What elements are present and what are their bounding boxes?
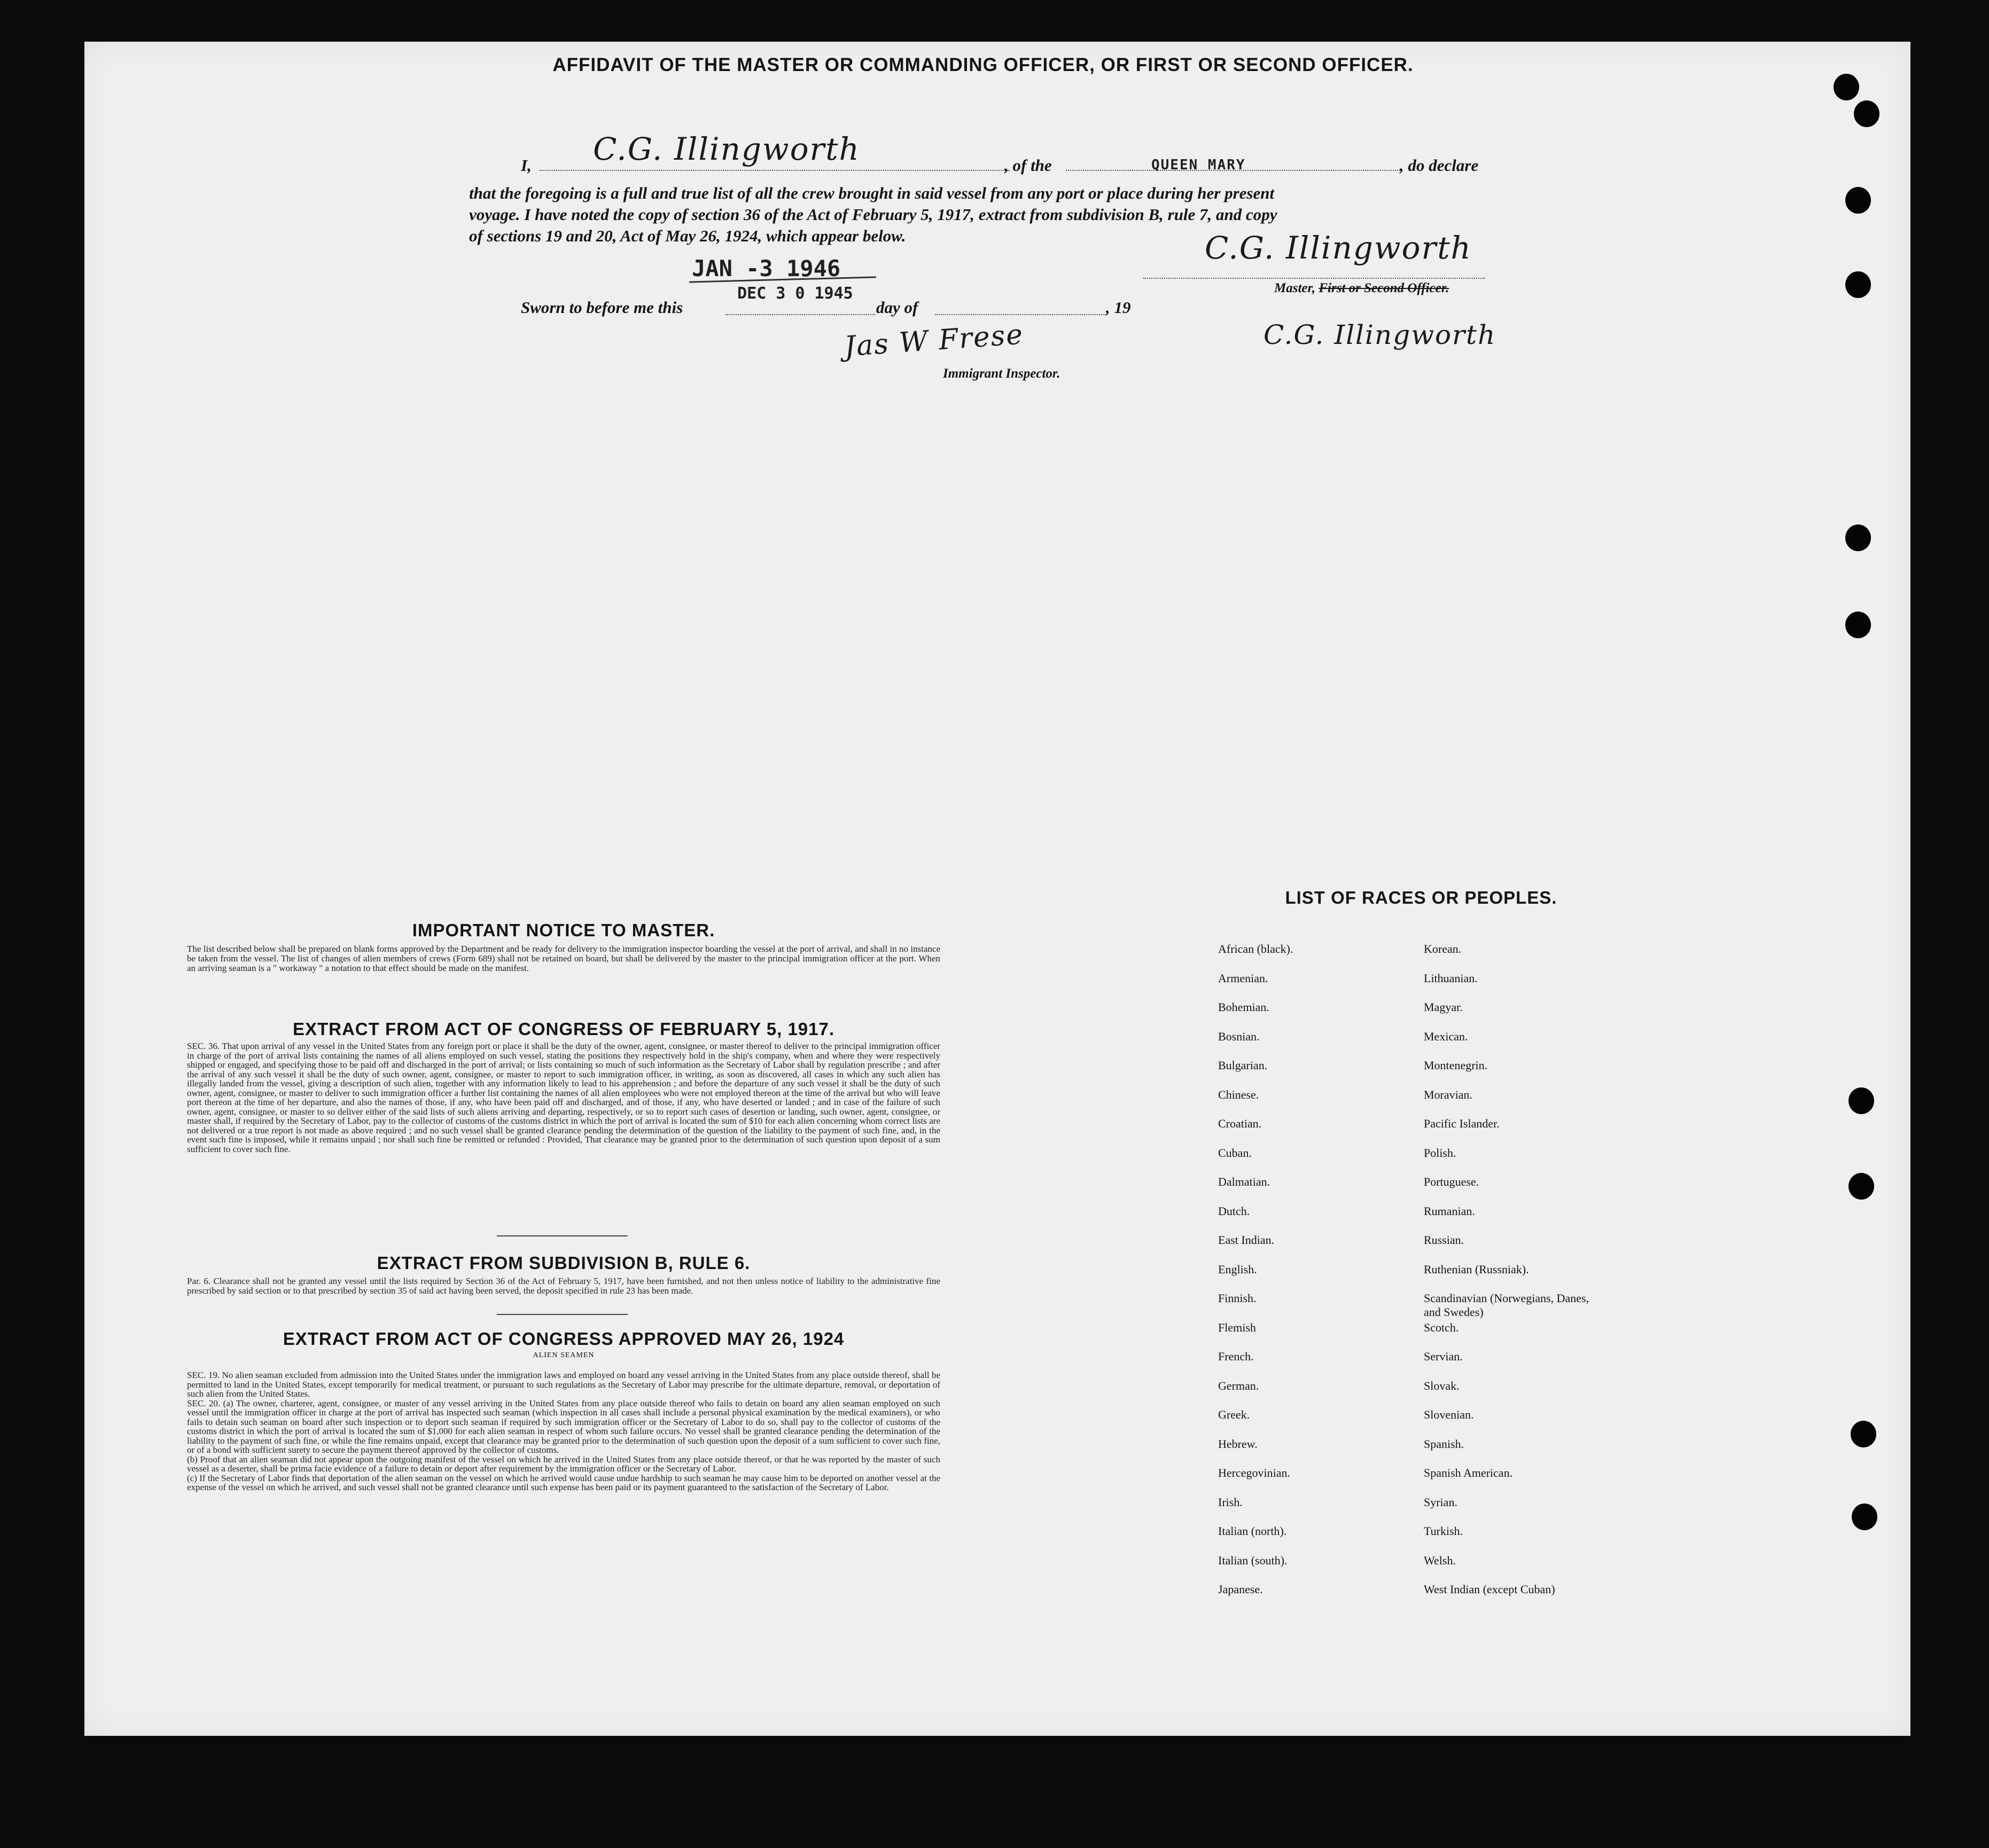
extract-1917-title: EXTRACT FROM ACT OF CONGRESS OF FEBRUARY 5, 1917. xyxy=(292,1019,835,1039)
race-item: Slovak. xyxy=(1424,1379,1460,1392)
race-item: Spanish. xyxy=(1424,1437,1464,1451)
extract-1917-body: SEC. 36. That upon arrival of any vessel in the United States from any foreign port or place it shall be the duty of the owner, agent, consignee, or master thereof to deliver to the principal immigration officer in charge of the port of arrival lists containing the names of all aliens employed on such vessel, stating the positions they respectively hold in the ship's company, when and where they were respectively shipped or engaged, and specifying those to be paid off and discharged in the port of arrival; or lists containing so much of such information as the Secretary of Labor shall by regulation prescribe ; and after the arrival of any such vessel it shall be the duty of such owner, agent, consignee, or master to report to such immigration officer, in writing, as soon as discovered, all cases in which any such alien has illegally landed from the vessel, giving a description of such alien, together with any information likely to lead to his apprehension ; and before the departure of any such vessel it shall be the duty of such owner, agent, consignee, or master to deliver to such immigration officer a further list containing the names of all alien employees who were not employed thereon at the time of the arrival but who will leave port thereon at the time of her departure, and also the names of those, if any, who have been paid off and discharged, and of those, if any, who have deserted or landed ; and in case of the failure of such owner, agent, consignee, or master to so deliver either of the said lists of such aliens arriving and departing, respectively, or so to report such cases of desertion or landing, such owner, agent, consignee, or master shall, if required by the Secretary of Labor, pay to the collector of customs of the customs district in which the port of arrival is located the sum of $10 for each alien concerning whom correct lists are not delivered or a true report is not made as above required ; and no such vessel shall be granted clearance pending the determination of the question of the liability to the payment of such fine, and, in the event such fine is imposed, while it remains unpaid ; nor shall such fine be remitted or refunded : Provided, That clearance may be granted prior to the determination of such question upon deposit of a sum sufficient to cover such fine. xyxy=(187,1041,940,1154)
race-item: Hebrew. xyxy=(1218,1437,1258,1451)
notice-title: IMPORTANT NOTICE TO MASTER. xyxy=(412,920,715,940)
struck-officer-label: First or Second Officer. xyxy=(1319,281,1449,295)
affidavit-body-line: of sections 19 and 20, Act of May 26, 1924, which appear below. xyxy=(469,226,906,245)
race-item: Japanese. xyxy=(1218,1583,1263,1596)
punch-hole xyxy=(1848,1173,1874,1200)
year-label: , 19 xyxy=(1106,298,1131,317)
notice-body: The list described below shall be prepared on blank forms approved by the Department and be ready for delivery to the immigration inspector boarding the vessel at the port of arrival, and shall in no instance be taken from the vessel. The list of changes of alien members of crews (Form 689) shall not be retained on board, but shall be delivered by the master to the principal immigration officer at the port. When an arriving seaman is a " workaway " a notation to that effect should be made on the manifest. xyxy=(187,944,940,973)
master-label: Master, xyxy=(1274,281,1316,295)
race-item: Servian. xyxy=(1424,1350,1463,1363)
race-item: Dalmatian. xyxy=(1218,1175,1270,1188)
race-item: Italian (north). xyxy=(1218,1524,1287,1538)
race-item: English. xyxy=(1218,1262,1257,1276)
race-item: Greek. xyxy=(1218,1408,1250,1421)
race-item: Armenian. xyxy=(1218,971,1268,985)
master-line xyxy=(1143,278,1485,279)
punch-hole xyxy=(1845,187,1871,214)
do-declare-label: , do declare xyxy=(1400,156,1479,175)
race-item: Syrian. xyxy=(1424,1495,1457,1509)
divider xyxy=(497,1235,628,1236)
race-item: Russian. xyxy=(1424,1233,1464,1247)
sworn-day-line xyxy=(726,314,875,315)
master-title xyxy=(1274,281,1449,296)
declarant-line xyxy=(540,170,1010,171)
punch-hole xyxy=(1834,74,1859,100)
subdivision-body: Par. 6. Clearance shall not be granted any vessel until the lists required by Section 36 of the Act of February 5, 1917, have been furnished, and not then unless notice of liability to the administrative fine prescribed by said section or to that prescribed by section 35 of said act having been served, the deposit specified in rule 23 has been made. xyxy=(187,1276,940,1296)
race-item: Welsh. xyxy=(1424,1553,1456,1567)
punch-hole xyxy=(1851,1421,1876,1447)
race-item: Bulgarian. xyxy=(1218,1059,1268,1072)
extract-1924-subtitle: ALIEN SEAMEN xyxy=(533,1351,595,1359)
race-item: Pacific Islander. xyxy=(1424,1117,1500,1130)
punch-hole xyxy=(1848,1087,1874,1114)
race-item: Bosnian. xyxy=(1218,1029,1260,1043)
race-item: Turkish. xyxy=(1424,1524,1463,1538)
extract-1924-title: EXTRACT FROM ACT OF CONGRESS APPROVED MAY 26, 1924 xyxy=(283,1329,845,1349)
punch-hole xyxy=(1852,1504,1877,1530)
punch-hole xyxy=(1854,100,1879,127)
received-stamp: JAN -3 1946 xyxy=(692,255,841,281)
inspector-signature: Jas W Frese xyxy=(843,318,1025,363)
subdivision-title: EXTRACT FROM SUBDIVISION B, RULE 6. xyxy=(377,1253,751,1273)
race-item: Ruthenian (Russniak). xyxy=(1424,1262,1529,1276)
race-item: Lithuanian. xyxy=(1424,971,1478,985)
race-item: Italian (south). xyxy=(1218,1553,1288,1567)
race-item: Spanish American. xyxy=(1424,1466,1513,1479)
race-item: Flemish xyxy=(1218,1320,1256,1334)
affidavit-body-line: that the foregoing is a full and true list of all the crew brought in said vessel from any port or place during her present xyxy=(469,184,1275,202)
race-item: Polish. xyxy=(1424,1146,1456,1160)
master-signature: C.G. Illingworth xyxy=(1205,230,1472,266)
punch-hole xyxy=(1845,271,1871,298)
race-item: Slovenian. xyxy=(1424,1408,1474,1421)
race-item: Chinese. xyxy=(1218,1087,1259,1101)
declarant-signature: C.G. Illingworth xyxy=(593,131,860,167)
section-19: SEC. 19. No alien seaman excluded from admission into the United States under the immigration laws and employed on board any vessel arriving in the United States from any place outside thereof, shall be permitted to land in the United States, except temporarily for medical treatment, or pursuant to such regulations as the Secretary of Labor may prescribe for the ultimate departure, removal, or deportation of such alien from the United States. xyxy=(187,1370,940,1399)
race-item: East Indian. xyxy=(1218,1233,1275,1247)
extract-1924-body xyxy=(187,1371,940,1492)
sworn-label: Sworn to before me this xyxy=(521,298,683,317)
section-20-c: (c) If the Secretary of Labor finds that deportation of the alien seaman on the vessel on which he arrived would cause undue hardship to such seaman he may cause him to be deported on another vessel at the expense of the vessel on which he arrived, and such vessel shall not be granted clearance until such expense has been paid or its payment guaranteed to the satisfaction of the Secretary of Labor. xyxy=(187,1473,940,1492)
race-item: Korean. xyxy=(1424,942,1462,956)
of-the-label: , of the xyxy=(1004,156,1052,175)
date-stamp: DEC 3 0 1945 xyxy=(737,284,853,303)
race-item: Rumanian. xyxy=(1424,1204,1475,1218)
race-item: Dutch. xyxy=(1218,1204,1250,1218)
section-20-b: (b) Proof that an alien seaman did not appear upon the outgoing manifest of the vessel on which he arrived in the United States from any place outside thereof, or that he was reported by the master of such vessel as a deserter, shall be prima facie evidence of a failure to detain or deport after requirement by the immigration officer or the Secretary of Labor. xyxy=(187,1454,940,1474)
race-item: Bohemian. xyxy=(1218,1000,1269,1014)
affidavit-title: AFFIDAVIT OF THE MASTER OR COMMANDING OFFICER, OR FIRST OR SECOND OFFICER. xyxy=(552,54,1414,75)
punch-hole xyxy=(1845,612,1871,638)
race-item: Cuban. xyxy=(1218,1146,1252,1160)
race-item: Finnish. xyxy=(1218,1291,1257,1305)
race-item: Portuguese. xyxy=(1424,1175,1479,1188)
day-of-label: day of xyxy=(876,298,918,317)
punch-hole xyxy=(1845,524,1871,551)
inspector-label: Immigrant Inspector. xyxy=(943,366,1060,381)
races-title: LIST OF RACES OR PEOPLES. xyxy=(1285,888,1557,907)
race-item: Hercegovinian. xyxy=(1218,1466,1290,1479)
race-item: Scandinavian (Norwegians, Danes, and Swedes) xyxy=(1424,1291,1589,1319)
divider xyxy=(497,1314,628,1315)
race-item: German. xyxy=(1218,1379,1259,1392)
race-item: West Indian (except Cuban) xyxy=(1424,1583,1555,1596)
race-item: Moravian. xyxy=(1424,1087,1473,1101)
sworn-month-line xyxy=(935,314,1106,315)
vessel-name: QUEEN MARY xyxy=(1151,157,1246,173)
race-item: Croatian. xyxy=(1218,1117,1262,1130)
extra-signature: C.G. Illingworth xyxy=(1263,319,1496,350)
declarant-label: I, xyxy=(521,156,532,175)
race-item: Scotch. xyxy=(1424,1320,1459,1334)
race-item: French. xyxy=(1218,1350,1254,1363)
race-item: Montenegrin. xyxy=(1424,1059,1488,1072)
race-item: Irish. xyxy=(1218,1495,1243,1509)
section-20: SEC. 20. (a) The owner, charterer, agent, consignee, or master of any vessel arriving in the United States from any place outside thereof who fails to detain on board any alien seaman employed on such vessel until the immigration officer in charge at the port of arrival has inspected such seaman (which inspection in all cases shall include a personal physical examination by the medical examiners), or who fails to detain such seaman on board after such inspection or to deport such seaman if required by such immigration officer or the Secretary of Labor to do so, shall pay to the collector of customs of the customs district in which the port of arrival is located the sum of $1,000 for each alien seaman in respect of whom such failure occurs. No vessel shall be granted clearance pending the determination of the liability to the payment of such fine, or while the fine remains unpaid, except that clearance may be granted prior to the determination of such question upon the deposit of a sum sufficient to cover such fine, or of a bond with sufficient surety to secure the payment thereof approved by the collector of customs. xyxy=(187,1398,940,1455)
race-item: Mexican. xyxy=(1424,1029,1468,1043)
race-item: African (black). xyxy=(1218,942,1293,956)
race-item: Magyar. xyxy=(1424,1000,1463,1014)
affidavit-body-line: voyage. I have noted the copy of section 36 of the Act of February 5, 1917, extract from subdivision B, rule 7, and copy xyxy=(469,205,1277,224)
